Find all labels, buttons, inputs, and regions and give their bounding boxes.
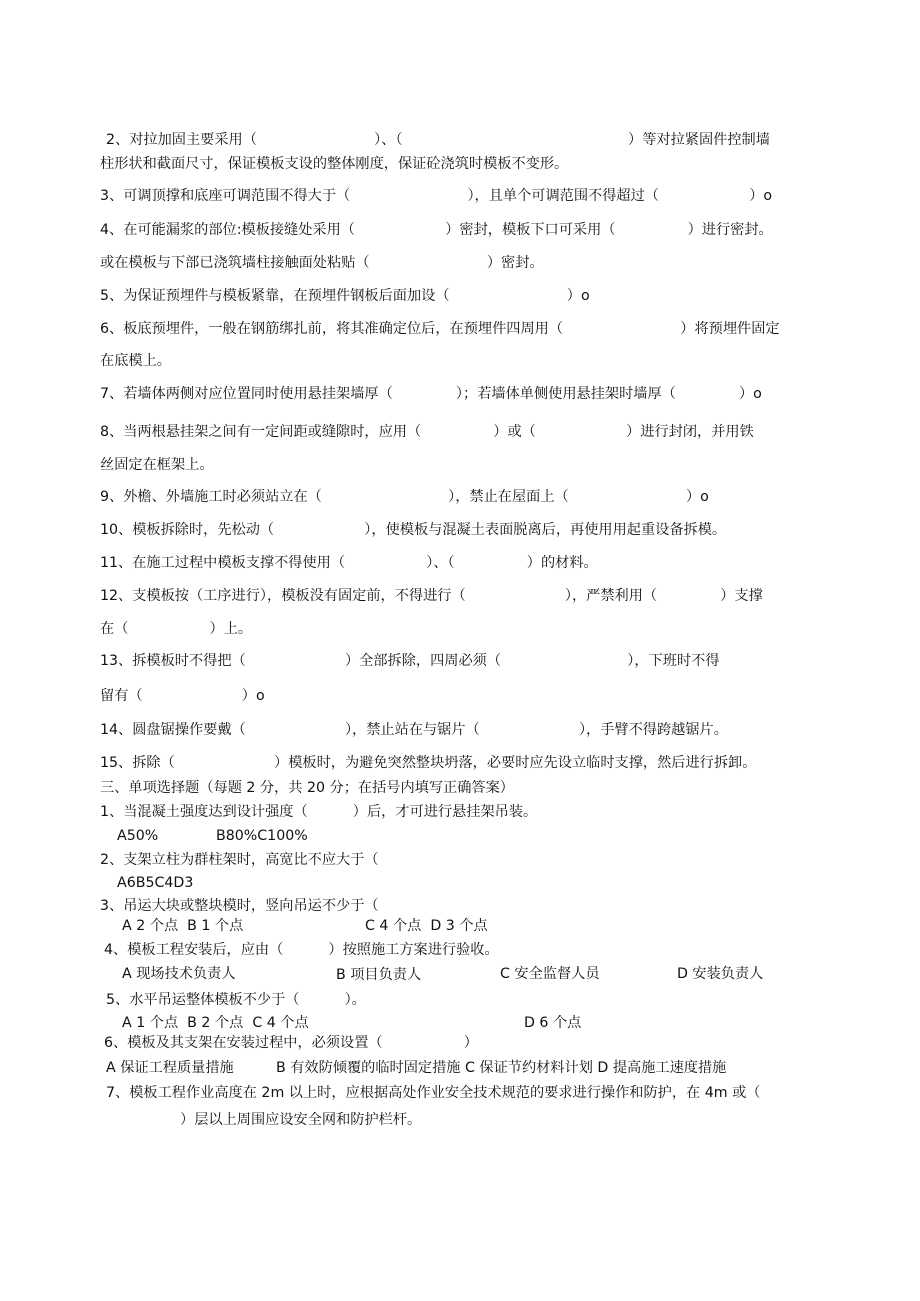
question-13-line-2: 留有（ ）o: [100, 688, 265, 704]
question-10: 10、模板拆除时，先松动（ ），使模板与混凝土表面脱离后，再使用用起重设备拆模。: [100, 522, 727, 538]
question-2-line-2: 柱形状和截面尺寸，保证模板支设的整体刚度，保证砼浇筑时模板不变形。: [100, 156, 569, 172]
choice-question-4-option: C 安全监督人员: [500, 966, 600, 982]
choice-question-6-option: B 有效防倾覆的临时固定措施 C 保证节约材料计划 D 提高施工速度措施: [276, 1060, 727, 1076]
choice-question-1-stem: 1、当混凝土强度达到设计强度（ ）后，才可进行悬挂架吊装。: [100, 804, 538, 820]
question-9: 9、外檐、外墙施工时必须站立在（ ），禁止在屋面上（ ）o: [100, 489, 709, 505]
choice-question-4-stem: 4、模板工程安装后，应由（ ）按照施工方案进行验收。: [104, 942, 499, 958]
question-8-line-2: 丝固定在框架上。: [100, 457, 214, 473]
choice-question-5-option: D 6 个点: [524, 1015, 582, 1031]
choice-question-7-stem-line-2: ）层以上周围应设安全网和防护栏杆。: [180, 1112, 422, 1128]
choice-question-4-option: A 现场技术负责人: [122, 966, 236, 982]
question-14: 14、圆盘锯操作要戴（ ），禁止站在与锯片（ ），手臂不得跨越锯片。: [100, 722, 728, 738]
choice-question-3-stem: 3、吊运大块或整块模时，竖向吊运不少于（: [100, 898, 379, 914]
question-11: 11、在施工过程中模板支撑不得使用（ ）、（ ）的材料。: [100, 555, 598, 571]
choice-question-5-option: A 1 个点 B 2 个点 C 4 个点: [122, 1015, 309, 1031]
choice-question-1-option: B80%C100%: [216, 828, 308, 844]
choice-question-7-stem-line-1: 7、模板工程作业高度在 2m 以上时，应根据高处作业安全技术规范的要求进行操作和防护，在 4m 或（: [106, 1085, 761, 1101]
choice-question-3-option: A 2 个点 B 1 个点: [122, 918, 244, 934]
question-4-line-1: 4、在可能漏浆的部位:模板接缝处采用（ ）密封，模板下口可采用（ ）进行密封。: [100, 222, 773, 238]
choice-question-4-option: D 安装负责人: [677, 966, 764, 982]
question-7: 7、若墙体两侧对应位置同时使用悬挂架墙厚（ ）；若墙体单侧使用悬挂架时墙厚（ ）o: [100, 386, 762, 402]
question-6-line-2: 在底模上。: [100, 353, 171, 369]
choice-question-1-option: A50%: [117, 828, 159, 844]
section-heading-single-choice: 三、单项选择题（每题 2 分，共 20 分；在括号内填写正确答案）: [100, 780, 514, 796]
question-2-line-1: 2、对拉加固主要采用（ ）、（ ）等对拉紧固件控制墙: [106, 132, 770, 148]
choice-question-5-stem: 5、水平吊运整体模板不少于（ ）。: [106, 992, 366, 1008]
choice-question-3-option: C 4 个点 D 3 个点: [365, 918, 488, 934]
question-12-line-1: 12、支模板按（工序进行），模板没有固定前，不得进行（ ），严禁利用（ ）支撑: [100, 588, 763, 604]
question-3: 3、可调顶撑和底座可调范围不得大于（ ），且单个可调范围不得超过（ ）o: [100, 188, 773, 204]
question-6-line-1: 6、板底预埋件，一般在钢筋绑扎前，将其准确定位后，在预埋件四周用（ ）将预埋件固定: [100, 321, 780, 337]
choice-question-2-option: A6B5C4D3: [117, 875, 194, 891]
question-12-line-2: 在（ ）上。: [100, 621, 253, 637]
choice-question-4-option: B 项目负责人: [336, 967, 422, 983]
choice-question-2-stem: 2、支架立柱为群柱架时，高宽比不应大于（: [100, 852, 379, 868]
question-5: 5、为保证预埋件与模板紧靠，在预埋件钢板后面加设（ ）o: [100, 288, 590, 304]
choice-question-6-option: A 保证工程质量措施: [106, 1060, 234, 1076]
question-4-line-2: 或在模板与下部已浇筑墙柱接触面处粘贴（ ）密封。: [100, 255, 544, 271]
question-15: 15、拆除（ ）模板时，为避免突然整块坍落，必要时应先设立临时支撑，然后进行拆卸。: [100, 755, 757, 771]
question-13-line-1: 13、拆模板时不得把（ ）全部拆除，四周必须（ ），下班时不得: [100, 653, 720, 669]
choice-question-6-stem: 6、模板及其支架在安装过程中，必须设置（ ）: [104, 1035, 478, 1051]
question-8-line-1: 8、当两根悬挂架之间有一定间距或缝隙时，应用（ ）或（ ）进行封闭，并用铁: [100, 424, 754, 440]
